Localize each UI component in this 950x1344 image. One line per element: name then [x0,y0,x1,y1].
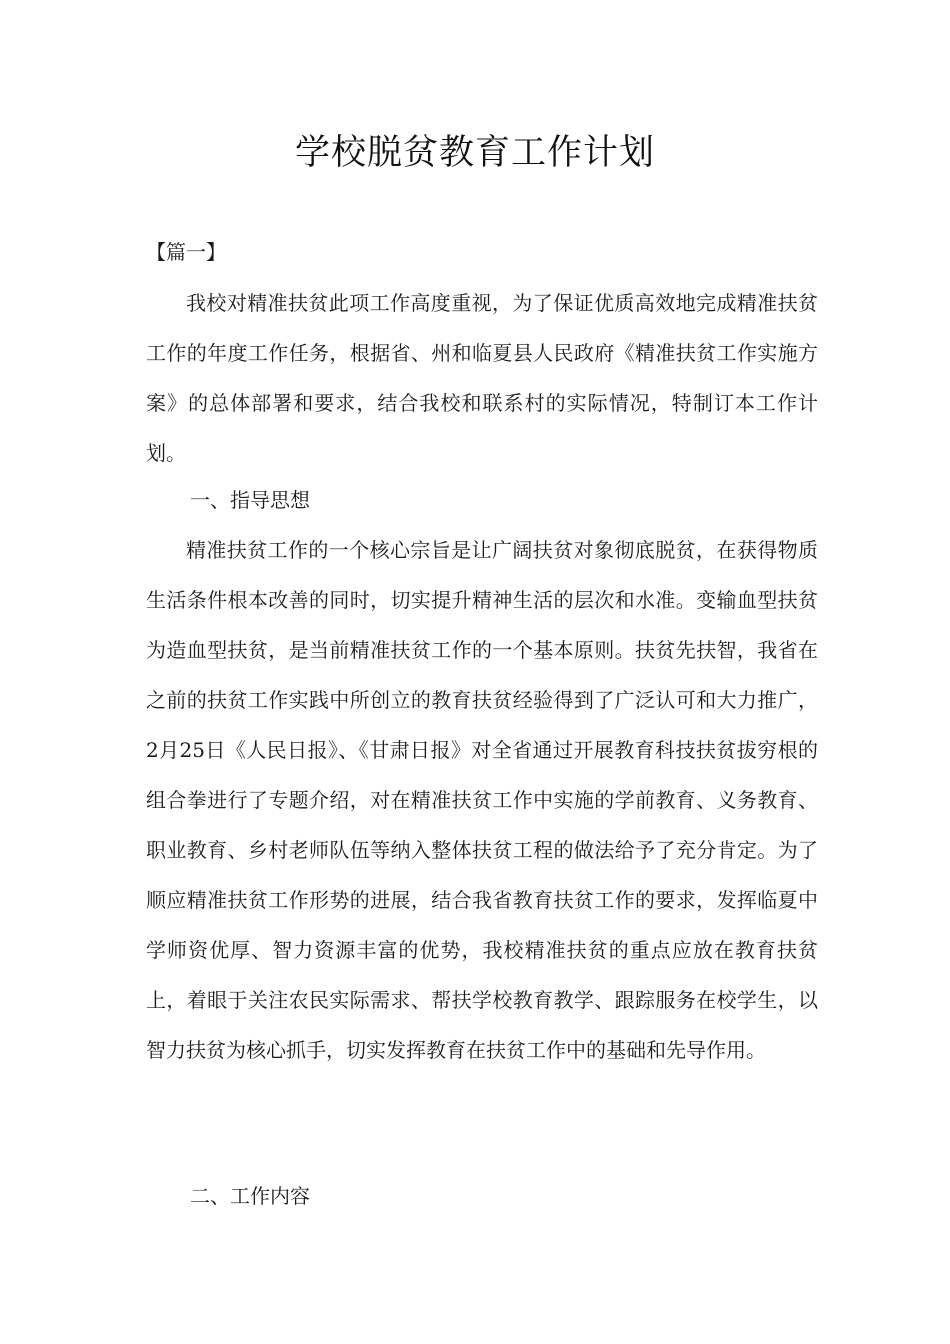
heading-work-content: 二、工作内容 [190,1184,310,1208]
guiding-ideology-paragraph-block [146,525,818,1075]
document-title: 学校脱贫教育工作计划 [294,133,655,173]
intro-paragraph: 我校对精准扶贫此项工作高度重视，为了保证优质高效地完成精准扶贫工作的年度工作任务，根据省、州和临夏县人民政府《精准扶贫工作实施方案》的总体部署和要求，结合我校和联系村的实际情况，特制订本工作计划。 [146,291,818,465]
guiding-ideology-paragraph: 精准扶贫工作的一个核心宗旨是让广阔扶贫对象彻底脱贫，在获得物质生活条件根本改善的同时，切实提升精神生活的层次和水准。变输血型扶贫为造血型扶贫，是当前精准扶贫工作的一个基本原则。扶贫先扶智，我省在之前的扶贫工作实践中所创立的教育扶贫经验得到了广泛认可和大力推广，2月25日《人民日报》、《甘肃日报》对全省通过开展教育科技扶贫拔穷根的组合拳进行了专题介绍，对在精准扶贫工作中实施的学前教育、义务教育、职业教育、乡村老师队伍等纳入整体扶贫工程的做法给予了充分肯定。为了顺应精准扶贫工作形势的进展，结合我省教育扶贫工作的要求，发挥临夏中学师资优厚、智力资源丰富的优势，我校精准扶贫的重点应放在教育扶贫上，着眼于关注农民实际需求、帮扶学校教育教学、跟踪服务在校学生，以智力扶贫为核心抓手，切实发挥教育在扶贫工作中的基础和先导作用。 [146,538,818,1062]
section-tag: 【篇一】 [146,240,226,264]
intro-paragraph-block [146,278,818,478]
heading-guiding-ideology: 一、指导思想 [190,488,310,512]
